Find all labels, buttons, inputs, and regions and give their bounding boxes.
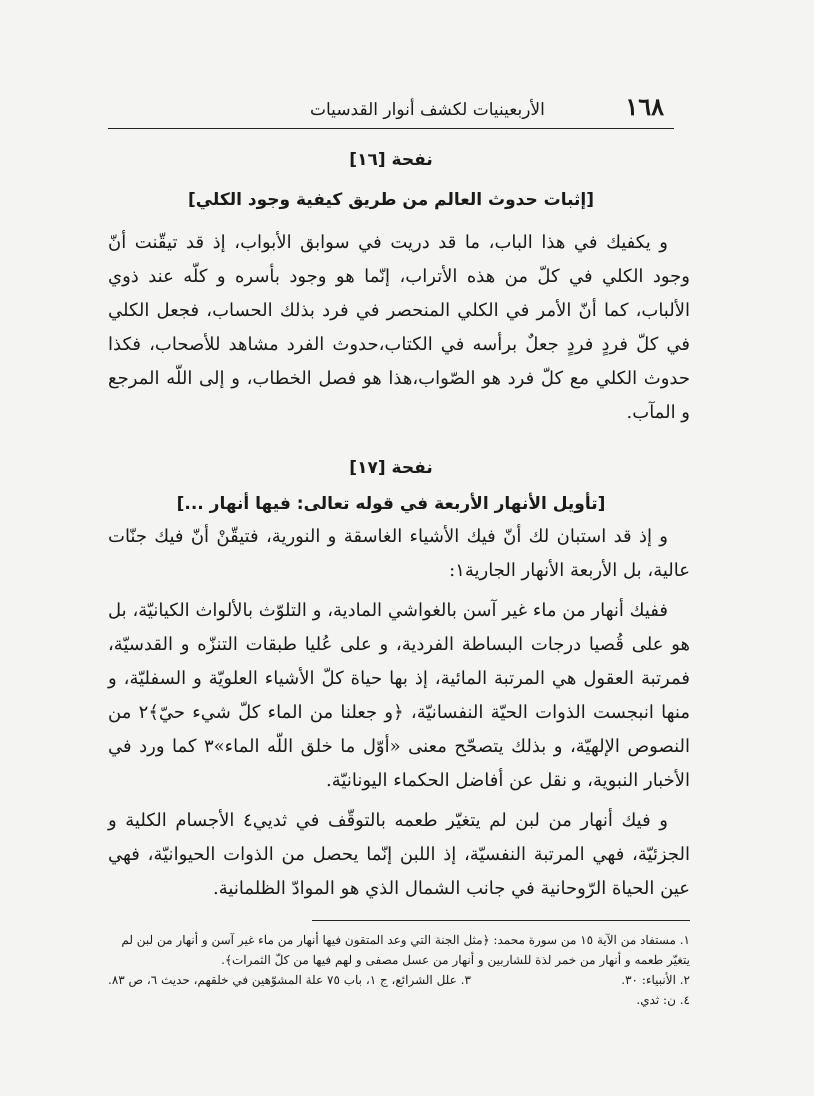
footnotes bbox=[108, 930, 690, 1010]
page-number: ١٦٨ bbox=[625, 92, 664, 121]
paragraph: و إذ قد استبان لك أنّ فيك الأشياء الغاسقة و النورية، فتيقّنْ أنّ فيك جنّات عالية، بل الأربعة الأنهار الجارية١: bbox=[108, 526, 690, 581]
paragraph: ففيك أنهار من ماء غير آسن بالغواشي المادية، و التلوّث بالألواث الكيانيّة، بل هو على قُصيا درجات البساطة الفردية، و على عُليا طبقات التنزّه و القدسيّة، فمرتبة العقول هي المرتبة المائية، إذ بها حياة كلّ الأشياء العلويّة و السفليّة، و منها انبجست الذوات الحيّة النفسانيّة، ﴿و جعلنا من الماء كلّ شيء حيّ﴾٢ من النصوص الإلهيّة، و بذلك يتصحّح معنى «أوّل ما خلق اللّه الماء»٣ كما ورد في الأخبار النبوية، و نقل عن أفاضل الحكماء اليونانيّة. bbox=[108, 600, 690, 791]
header-rule bbox=[108, 128, 674, 129]
section-17-title: نفحة [١٧] bbox=[349, 458, 433, 478]
footnote-2: ٢. الأنبياء: ٣٠. bbox=[621, 973, 690, 987]
section-16-body bbox=[108, 226, 690, 430]
paragraph: و فيك أنهار من لبن لم يتغيّر طعمه بالتوقّف في ثديي٤ الأجسام الكلية و الجزئيّة، فهي المرتبة النفسيّة، إذ اللبن إنّما يحصل من الذوات الحيوانيّة، فهي عين الحياة الرّوحانية في جانب الشمال الذي هو الموادّ الظلمانية. bbox=[108, 810, 690, 899]
footnote-4: ٤. ن: ثدي. bbox=[636, 993, 690, 1007]
section-16-title: نفحة [١٦] bbox=[349, 150, 433, 170]
paragraph: و يكفيك في هذا الباب، ما قد دريت في سوابق الأبواب، إذ قد تيقّنت أنّ وجود الكلي في كلّ من هذه الأتراب، إنّما هو وجود بأسره و كلّه عند ذوي الألباب، كما أنّ الأمر في الكلي المنحصر في فرد بذلك الحساب، فجعل الكلي في كلّ فردٍ فردٍ جعلٌ برأسه في الكتاب،حدوث الفرد مشاهد للأصحاب، فكذا حدوث الكلي مع كلّ فرد هو الصّواب،هذا هو فصل الخطاب، و إلى اللّه المرجع و المآب. bbox=[108, 232, 690, 423]
footnote-row bbox=[108, 970, 690, 990]
section-16-subtitle: [إثبات حدوث العالم من طريق كيفية وجود الكلي] bbox=[187, 190, 595, 210]
footnote-3: ٣. علل الشرائع، ج ١، باب ٧٥ علة المشوّهين في خلقهم، حديث ٦، ص ٨٣. bbox=[108, 973, 471, 987]
section-17-body bbox=[108, 520, 690, 906]
footnote-1: ١. مستفاد من الآية ١٥ من سورة محمد: ﴿مثل الجنة التي وعد المتقون فيها أنهار من ماء غير آسن و أنهار من لبن لم يتغيّر طعمه و أنهار من خمر لذة للشاربين و أنهار من عسل مصفى و لهم فيها من كلّ الثمرات﴾. bbox=[121, 933, 690, 967]
page-header bbox=[0, 88, 814, 128]
section-17-subtitle: [تأويل الأنهار الأربعة في قوله تعالى: فيها أنهار ...] bbox=[176, 494, 606, 514]
running-title: الأربعينيات لكشف أنوار القدسيات bbox=[310, 100, 545, 120]
footnote-rule bbox=[312, 920, 690, 921]
